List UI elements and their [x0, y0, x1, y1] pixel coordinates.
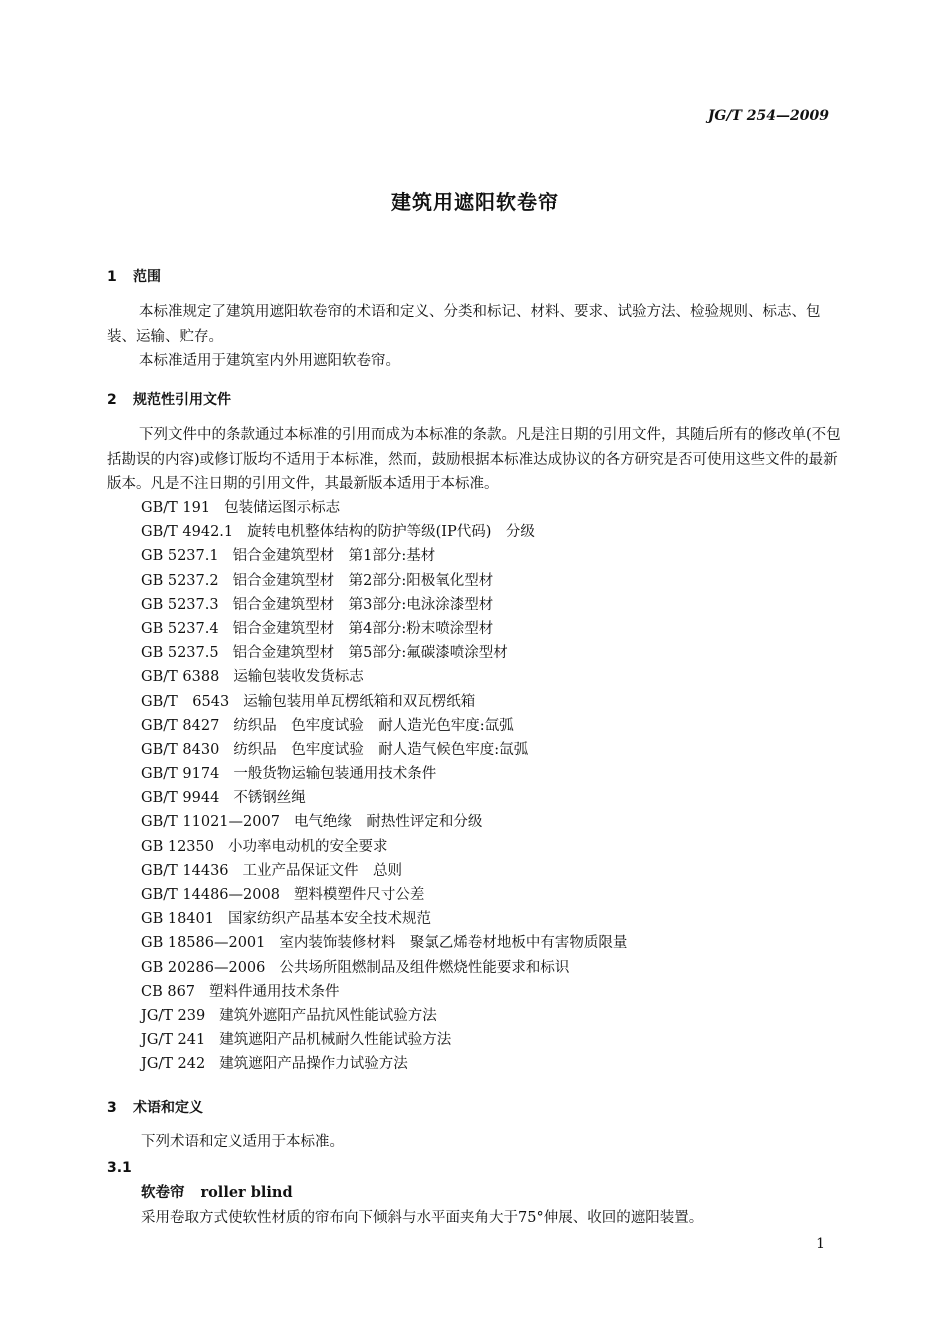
term-heading — [141, 1181, 293, 1202]
reference-code: JG/T 242 — [141, 1056, 206, 1073]
list-item — [141, 907, 627, 931]
reference-title: 运输包装收发货标志 — [233, 669, 364, 686]
reference-code: GB/T 8427 — [141, 717, 220, 734]
reference-title: 铝合金建筑型材 第2部分:阳极氧化型材 — [232, 572, 494, 589]
list-item — [141, 496, 627, 520]
list-item — [141, 835, 627, 859]
list-item — [141, 738, 627, 762]
reference-code: JG/T 239 — [141, 1007, 206, 1024]
term-english: roller blind — [200, 1184, 293, 1201]
reference-title: 建筑遮阳产品机械耐久性能试验方法 — [219, 1032, 452, 1049]
list-item — [141, 980, 627, 1004]
list-item — [141, 931, 627, 955]
section-3-intro: 下列术语和定义适用于本标准。 — [141, 1134, 344, 1150]
reference-code: JG/T 241 — [141, 1032, 206, 1049]
section-1-paragraph-1: 本标准规定了建筑用遮阳软卷帘的术语和定义、分类和标记、材料、要求、试验方法、检验规则、标志、包装、运输、贮存。 — [107, 304, 821, 345]
list-item — [141, 593, 627, 617]
reference-title: 工业产品保证文件 总则 — [242, 862, 403, 879]
reference-code: GB 5237.3 — [141, 596, 219, 613]
reference-title: 包装储运图示标志 — [224, 500, 341, 516]
reference-code: GB/T 11021—2007 — [141, 814, 280, 831]
section-title: 范围 — [133, 269, 161, 285]
list-item — [141, 786, 627, 810]
reference-title: 纺织品 色牢度试验 耐人造气候色牢度:氙弧 — [233, 741, 529, 758]
reference-code: GB 5237.1 — [141, 548, 219, 565]
list-item — [141, 520, 627, 544]
list-item — [141, 544, 627, 568]
list-item — [141, 883, 627, 907]
reference-code: GB 5237.5 — [141, 645, 219, 662]
list-item — [141, 956, 627, 980]
reference-code: GB 18401 — [141, 911, 214, 928]
section-1-paragraph-2: 本标准适用于建筑室内外用遮阳软卷帘。 — [139, 353, 400, 369]
list-item — [141, 1052, 627, 1076]
reference-title: 室内装饰装修材料 聚氯乙烯卷材地板中有害物质限量 — [279, 935, 628, 952]
section-3-heading — [107, 1097, 203, 1117]
reference-title: 建筑遮阳产品操作力试验方法 — [219, 1056, 408, 1073]
normative-references-list — [141, 496, 627, 1077]
reference-title: 运输包装用单瓦楞纸箱和双瓦楞纸箱 — [243, 693, 476, 710]
reference-title: 国家纺织产品基本安全技术规范 — [227, 911, 431, 928]
list-item — [141, 859, 627, 883]
reference-title: 公共场所阻燃制品及组件燃烧性能要求和标识 — [279, 959, 570, 976]
page-number: 1 — [816, 1236, 825, 1252]
reference-title: 铝合金建筑型材 第3部分:电泳涂漆型材 — [232, 596, 494, 613]
reference-title: 旋转电机整体结构的防护等级(IP代码) 分级 — [247, 524, 535, 541]
section-number: 2 — [107, 392, 117, 408]
reference-code: GB 12350 — [141, 838, 214, 855]
reference-code: GB/T 6388 — [141, 669, 220, 686]
reference-code: GB/T 9174 — [141, 766, 220, 783]
reference-code: CB 867 — [141, 983, 196, 1000]
section-number: 3 — [107, 1100, 117, 1116]
reference-title: 小功率电动机的安全要求 — [227, 838, 388, 855]
section-title: 规范性引用文件 — [133, 392, 231, 408]
reference-code: GB 18586—2001 — [141, 935, 266, 952]
reference-title: 铝合金建筑型材 第4部分:粉末喷涂型材 — [232, 620, 494, 637]
reference-title: 电气绝缘 耐热性评定和分级 — [293, 814, 483, 831]
section-title: 术语和定义 — [133, 1100, 203, 1116]
reference-code: GB/T 14436 — [141, 862, 229, 879]
reference-title: 一般货物运输包装通用技术条件 — [233, 766, 437, 783]
section-2-intro: 下列文件中的条款通过本标准的引用而成为本标准的条款。凡是注日期的引用文件，其随后所有的修改单(不包括勘误的内容)或修订版均不适用于本标准，然而，鼓励根据本标准达成协议的各方研究是否可使用这些文件的最新版本。凡是不注日期的引用文件，其最新版本适用于本标准。 — [107, 427, 841, 492]
reference-code: GB 5237.4 — [141, 620, 219, 637]
list-item — [141, 714, 627, 738]
list-item — [141, 690, 627, 714]
reference-title: 塑料件通用技术条件 — [209, 983, 340, 1000]
list-item — [141, 569, 627, 593]
term-chinese: 软卷帘 — [141, 1184, 185, 1201]
section-2-heading — [107, 389, 231, 409]
reference-title: 塑料模塑件尺寸公差 — [293, 887, 425, 903]
list-item — [141, 1004, 627, 1028]
document-title: 建筑用遮阳软卷帘 — [391, 190, 559, 214]
list-item — [141, 665, 627, 689]
reference-code: GB/T 4942.1 — [141, 524, 234, 541]
term-definition: 采用卷取方式使软性材质的帘布向下倾斜与水平面夹角大于75°伸展、收回的遮阳装置。 — [141, 1210, 704, 1226]
list-item — [141, 762, 627, 786]
reference-code: GB 20286—2006 — [141, 959, 266, 976]
reference-code: GB/T 8430 — [141, 741, 220, 758]
reference-title: 铝合金建筑型材 第5部分:氟碳漆喷涂型材 — [232, 645, 508, 662]
reference-title: 不锈钢丝绳 — [233, 790, 306, 807]
section-number: 1 — [107, 269, 117, 285]
reference-title: 纺织品 色牢度试验 耐人造光色牢度:氙弧 — [233, 717, 514, 734]
reference-code: GB/T 191 — [141, 500, 211, 516]
list-item — [141, 641, 627, 665]
reference-code: GB 5237.2 — [141, 572, 219, 589]
list-item — [141, 1028, 627, 1052]
clause-number: 3.1 — [107, 1160, 132, 1176]
reference-title: 建筑外遮阳产品抗风性能试验方法 — [219, 1007, 437, 1024]
reference-code: GB/T 9944 — [141, 790, 220, 807]
reference-title: 铝合金建筑型材 第1部分:基材 — [232, 548, 436, 565]
list-item — [141, 617, 627, 641]
standard-code: JG/T 254—2009 — [707, 108, 829, 124]
reference-code: GB/T 6543 — [141, 693, 230, 710]
list-item — [141, 810, 627, 834]
section-1-heading — [107, 266, 161, 286]
reference-code: GB/T 14486—2008 — [141, 887, 280, 903]
